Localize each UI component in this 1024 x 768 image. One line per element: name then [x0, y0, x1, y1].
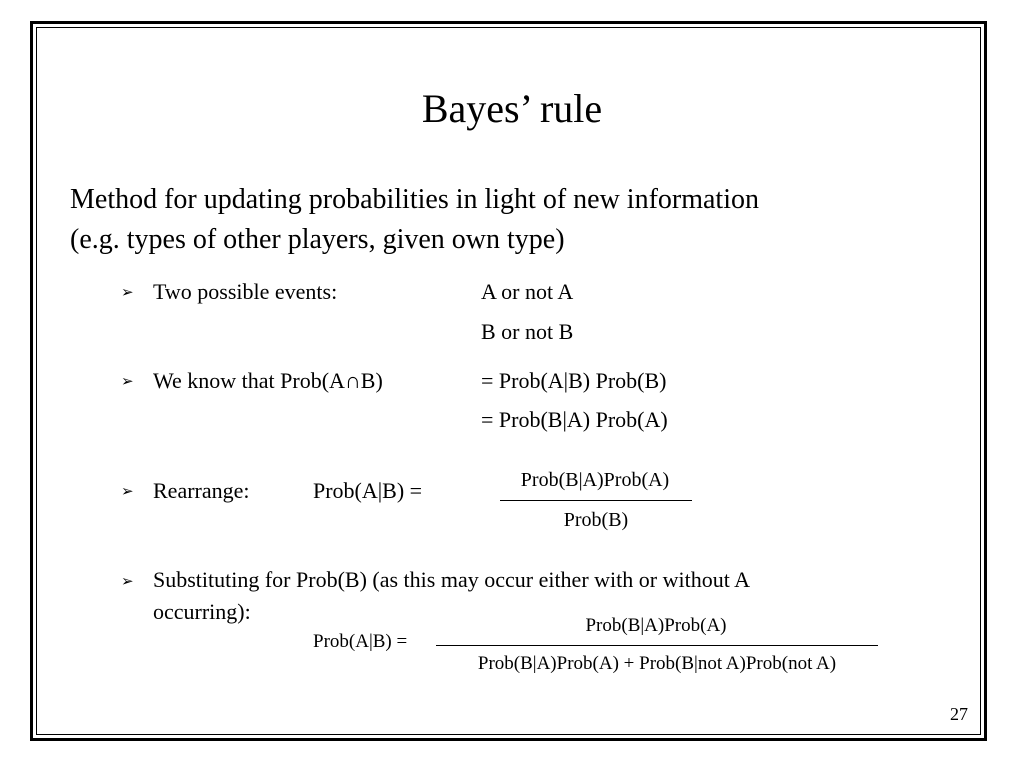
rearrange-denominator: Prob(B) — [563, 509, 629, 531]
substitution-denominator: Prob(B|A)Prob(A) + Prob(B|not A)Prob(not A) — [477, 653, 837, 674]
bullet-marker-3: ➢ — [121, 484, 134, 500]
event-b: B or not B — [481, 319, 574, 344]
slide-title: Bayes’ rule — [421, 86, 603, 131]
joint-prob-label: We know that Prob(A∩B) — [153, 368, 383, 393]
intro-line-2: (e.g. types of other players, given own type) — [70, 224, 565, 255]
joint-prob-eq-2: = Prob(B|A) Prob(A) — [481, 407, 668, 432]
intro-text — [70, 180, 950, 260]
bullet-marker-1: ➢ — [121, 285, 134, 301]
rearrange-label: Rearrange: — [153, 478, 250, 503]
event-a: A or not A — [481, 279, 574, 304]
substituting-text-line-2: occurring): — [153, 599, 251, 624]
rearrange-lhs: Prob(A|B) = — [313, 478, 423, 503]
intro-line-1: Method for updating probabilities in light of new information — [70, 184, 759, 215]
substitution-fraction-bar — [436, 645, 878, 646]
substituting-text-line-1: Substituting for Prob(B) (as this may occur either with or without A — [153, 567, 750, 592]
bullet-marker-4: ➢ — [121, 574, 134, 590]
page-number: 27 — [950, 704, 968, 724]
rearrange-numerator: Prob(B|A)Prob(A) — [520, 469, 670, 491]
substitution-lhs: Prob(A|B) = — [313, 631, 408, 652]
bullet-marker-2: ➢ — [121, 374, 134, 390]
substitution-numerator: Prob(B|A)Prob(A) — [585, 615, 727, 636]
rearrange-fraction-bar — [500, 500, 692, 501]
events-label: Two possible events: — [153, 279, 338, 304]
joint-prob-eq-1: = Prob(A|B) Prob(B) — [481, 368, 667, 393]
